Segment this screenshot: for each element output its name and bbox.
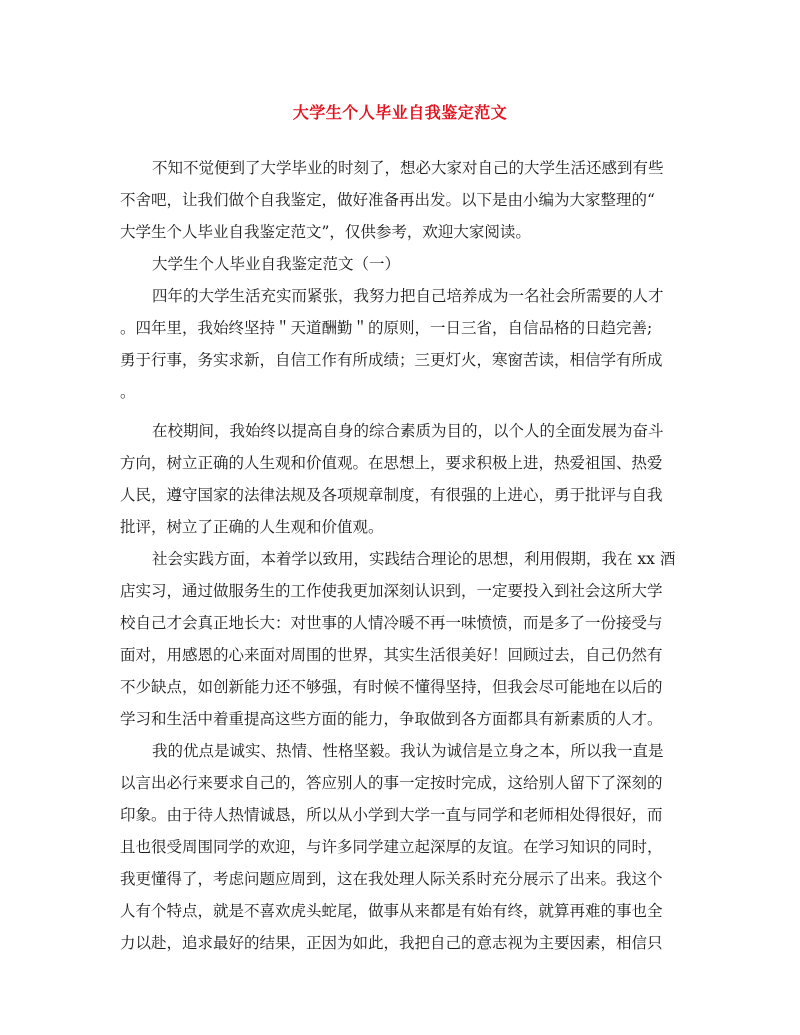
text-line: 人有个特点，就是不喜欢虎头蛇尾，做事从来都是有始有终，就算再难的事也全: [120, 902, 663, 920]
document-body: [120, 152, 680, 959]
text-line: 我更懂得了，考虑问题应周到，这在我处理人际关系时充分展示了出来。我这个: [120, 870, 663, 888]
text-line: 不知不觉便到了大学毕业的时刻了，想必大家对自己的大学生活还感到有些: [152, 159, 664, 177]
text-line: 力以赴，追求最好的结果，正因为如此，我把自己的意志视为主要因素，相信只: [120, 934, 663, 952]
text-line: 以言出必行来要求自己的，答应别人的事一定按时完成，这给别人留下了深刻的: [120, 774, 663, 792]
text-line: 。: [120, 383, 136, 401]
paragraph-gap: [120, 408, 680, 415]
text-line: 印象。由于待人热情诚恳，所以从小学到大学一直与同学和老师相处得很好，而: [120, 806, 663, 824]
text-line: 。四年里，我始终坚持＂天道酬勤＂的原则，一日三省，自信品格的日趋完善;: [120, 319, 653, 337]
text-line: 批评，树立了正确的人生观和价值观。: [120, 518, 384, 536]
document-title: 大学生个人毕业自我鉴定范文: [292, 103, 508, 122]
text-line: 校自己才会真正地长大：对世事的人情冷暖不再一味愤愤，而是多了一份接受与: [120, 614, 663, 632]
text-line: 不少缺点，如创新能力还不够强，有时候不懂得坚持，但我会尽可能地在以后的: [120, 678, 663, 696]
text-line: 大学生个人毕业自我鉴定范文（一）: [152, 255, 401, 273]
text-line: 四年的大学生活充实而紧张，我努力把自己培养成为一名社会所需要的人才: [152, 287, 664, 305]
text-line: 面对，用感恩的心来面对周围的世界，其实生活很美好！回顾过去，自己仍然有: [120, 646, 663, 664]
text-line: 勇于行事，务实求新，自信工作有所成绩；三更灯火，寒窗苦读，相信学有所成: [120, 351, 663, 369]
text-line: 我的优点是诚实、热情、性格坚毅。我认为诚信是立身之本，所以我一直是: [152, 742, 664, 760]
text-line: 且也很受周围同学的欢迎，与许多同学建立起深厚的友谊。在学习知识的同时，: [120, 838, 663, 856]
text-line: 方向，树立正确的人生观和价值观。在思想上，要求积极上进，热爱祖国、热爱: [120, 454, 663, 472]
text-line: 社会实践方面，本着学以致用，实践结合理论的思想，利用假期，我在 xx 酒: [152, 550, 676, 568]
text-line: 店实习，通过做服务生的工作使我更加深刻认识到，一定要投入到社会这所大学: [120, 582, 663, 600]
text-line: 不舍吧，让我们做个自我鉴定，做好准备再出发。以下是由小编为大家整理的“: [120, 191, 655, 209]
text-line: 在校期间，我始终以提高自身的综合素质为目的，以个人的全面发展为奋斗: [152, 422, 664, 440]
text-line: 人民，遵守国家的法律法规及各项规章制度，有很强的上进心，勇于批评与自我: [120, 486, 663, 504]
text-line: 学习和生活中着重提高这些方面的能力，争取做到各方面都具有新素质的人才。: [120, 710, 663, 728]
text-line: 大学生个人毕业自我鉴定范文”，仅供参考，欢迎大家阅读。: [120, 223, 531, 241]
